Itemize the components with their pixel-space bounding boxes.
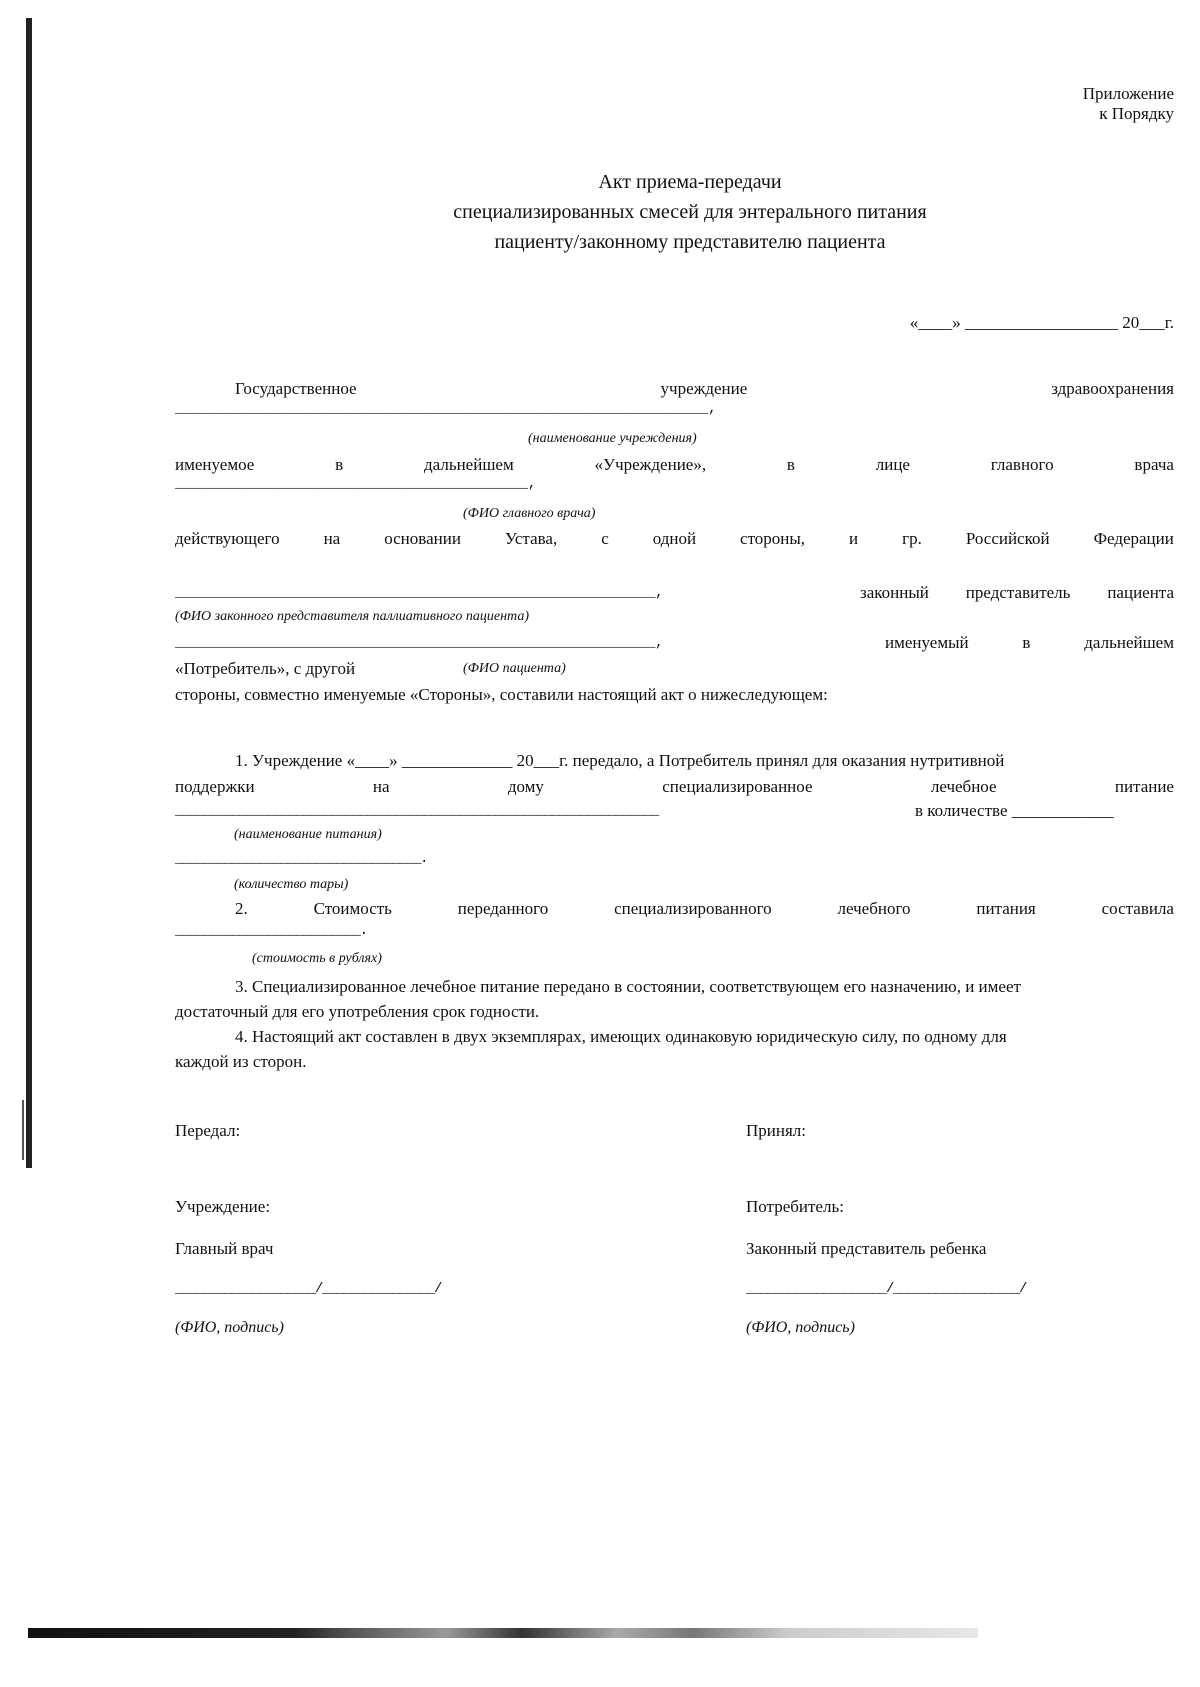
intro-word: Российской <box>965 529 1050 548</box>
item1-row2 <box>175 778 1174 795</box>
item-word: специализированное <box>662 777 813 796</box>
intro-row1 <box>235 380 1174 397</box>
intro-row6: «Потребитель», с другой <box>175 659 356 678</box>
item-word: поддержки <box>175 777 255 796</box>
scan-edge-bottom <box>28 1628 978 1638</box>
intro-word: здравоохранения <box>1051 379 1174 398</box>
chief-doctor-caption: (ФИО главного врача) <box>463 506 596 521</box>
quantity-field: в количестве ____________ <box>915 801 1114 820</box>
item-word: лечебное <box>930 777 997 796</box>
right-signature-caption: (ФИО, подпись) <box>746 1319 855 1336</box>
scan-edge-left <box>26 18 32 1168</box>
item-word: дому <box>507 777 544 796</box>
intro-word: именуемое <box>175 455 255 474</box>
cost-caption: (стоимость в рублях) <box>252 951 382 966</box>
nutrition-name-caption: (наименование питания) <box>234 827 382 842</box>
item-word: Стоимость <box>313 899 392 918</box>
right-signature-line: ____________________/__________________/ <box>746 1281 1027 1297</box>
intro-word: Федерации <box>1093 529 1174 548</box>
intro-word: дальнейшем <box>424 455 514 474</box>
received-heading: Принял: <box>746 1121 806 1140</box>
item-word: питание <box>1114 777 1174 796</box>
intro-row7: стороны, совместно именуемые «Стороны», составили настоящий акт о нижеследующем: <box>175 685 828 704</box>
intro-word: Государственное <box>235 379 357 398</box>
intro-word: в <box>1022 633 1031 652</box>
intro-row3 <box>175 530 1174 547</box>
intro-word: представитель <box>965 583 1071 602</box>
title-line3: пациенту/законному представителю пациента <box>494 231 886 253</box>
intro-word: врача <box>1134 455 1174 474</box>
chief-doctor-blank: __________________________________________, <box>175 476 537 492</box>
item-word: специализированного <box>614 899 772 918</box>
intro-word: действующего <box>175 529 280 548</box>
item3-line1: 3. Специализированное лечебное питание передано в состоянии, соответствующем его назначению, и имеет <box>235 977 1021 996</box>
item3-line2: достаточный для его употребления срок годности. <box>175 1002 540 1021</box>
patient-caption: (ФИО пациента) <box>463 661 566 676</box>
intro-word: лице <box>875 455 910 474</box>
intro-word: в <box>335 455 344 474</box>
patient-blank: ____________________________________________________________, <box>175 635 664 651</box>
intro-word: стороны, <box>740 529 806 548</box>
intro-word: пациента <box>1107 583 1174 602</box>
intro-word: «Учреждение», <box>594 455 707 474</box>
scan-edge-left-mark <box>22 1100 24 1160</box>
institution-name-caption: (наименование учреждения) <box>528 431 697 446</box>
appendix-line2: к Порядку <box>1099 104 1174 123</box>
date-line: «____» __________________ 20___г. <box>909 313 1174 332</box>
intro-word: законный <box>860 583 929 602</box>
intro-word: и <box>849 529 859 548</box>
intro-word: гр. <box>902 529 922 548</box>
container-count-caption: (количество тары) <box>234 877 349 892</box>
institution-label: Учреждение: <box>175 1197 271 1216</box>
item4-line1: 4. Настоящий акт составлен в двух экземплярах, имеющих одинаковую юридическую силу, по одному для <box>235 1027 1007 1046</box>
title-line1: Акт приема-передачи <box>598 171 782 193</box>
cost-blank: __________________________. <box>175 923 367 939</box>
intro-word: учреждение <box>660 379 748 398</box>
institution-name-blank: _________________________________________________________________, <box>175 401 717 417</box>
item-word: питания <box>976 899 1036 918</box>
item-word: лечебного <box>837 899 911 918</box>
intro-row2 <box>175 456 1174 473</box>
intro-row5-tail <box>885 634 1174 651</box>
intro-word: именуемый <box>885 633 969 652</box>
left-signature-caption: (ФИО, подпись) <box>175 1319 284 1336</box>
item4-line2: каждой из сторон. <box>175 1052 307 1071</box>
nutrition-name-blank: ____________________________________________________________________ <box>175 803 658 819</box>
left-signature-line: ____________________/________________/ <box>175 1281 442 1297</box>
chief-doctor-label: Главный врач <box>175 1239 274 1258</box>
intro-word: главного <box>990 455 1054 474</box>
container-count-blank: ___________________________________. <box>175 851 428 867</box>
legal-representative-label: Законный представитель ребенка <box>746 1239 987 1258</box>
item-word: 2. <box>235 899 248 918</box>
representative-blank: ____________________________________________________________, <box>175 585 664 601</box>
representative-caption: (ФИО законного представителя паллиативного пациента) <box>175 609 529 624</box>
appendix-note <box>1083 84 1174 124</box>
intro-row4-tail <box>860 584 1174 601</box>
consumer-label: Потребитель: <box>746 1197 844 1216</box>
item-word: составила <box>1101 899 1174 918</box>
intro-word: одной <box>652 529 697 548</box>
title-line2: специализированных смесей для энтерального питания <box>453 201 927 223</box>
intro-word: основании <box>384 529 461 548</box>
intro-word: на <box>323 529 341 548</box>
intro-word: Устава, <box>504 529 558 548</box>
item2-row <box>235 900 1174 917</box>
item-word: на <box>372 777 390 796</box>
intro-word: дальнейшем <box>1084 633 1174 652</box>
item1-line1: 1. Учреждение «____» _____________ 20___г. передало, а Потребитель принял для оказания нутритивной <box>235 751 1005 770</box>
handed-over-heading: Передал: <box>175 1121 241 1140</box>
appendix-line1: Приложение <box>1082 84 1174 103</box>
intro-word: с <box>601 529 609 548</box>
item-word: переданного <box>457 899 549 918</box>
intro-word: в <box>786 455 795 474</box>
